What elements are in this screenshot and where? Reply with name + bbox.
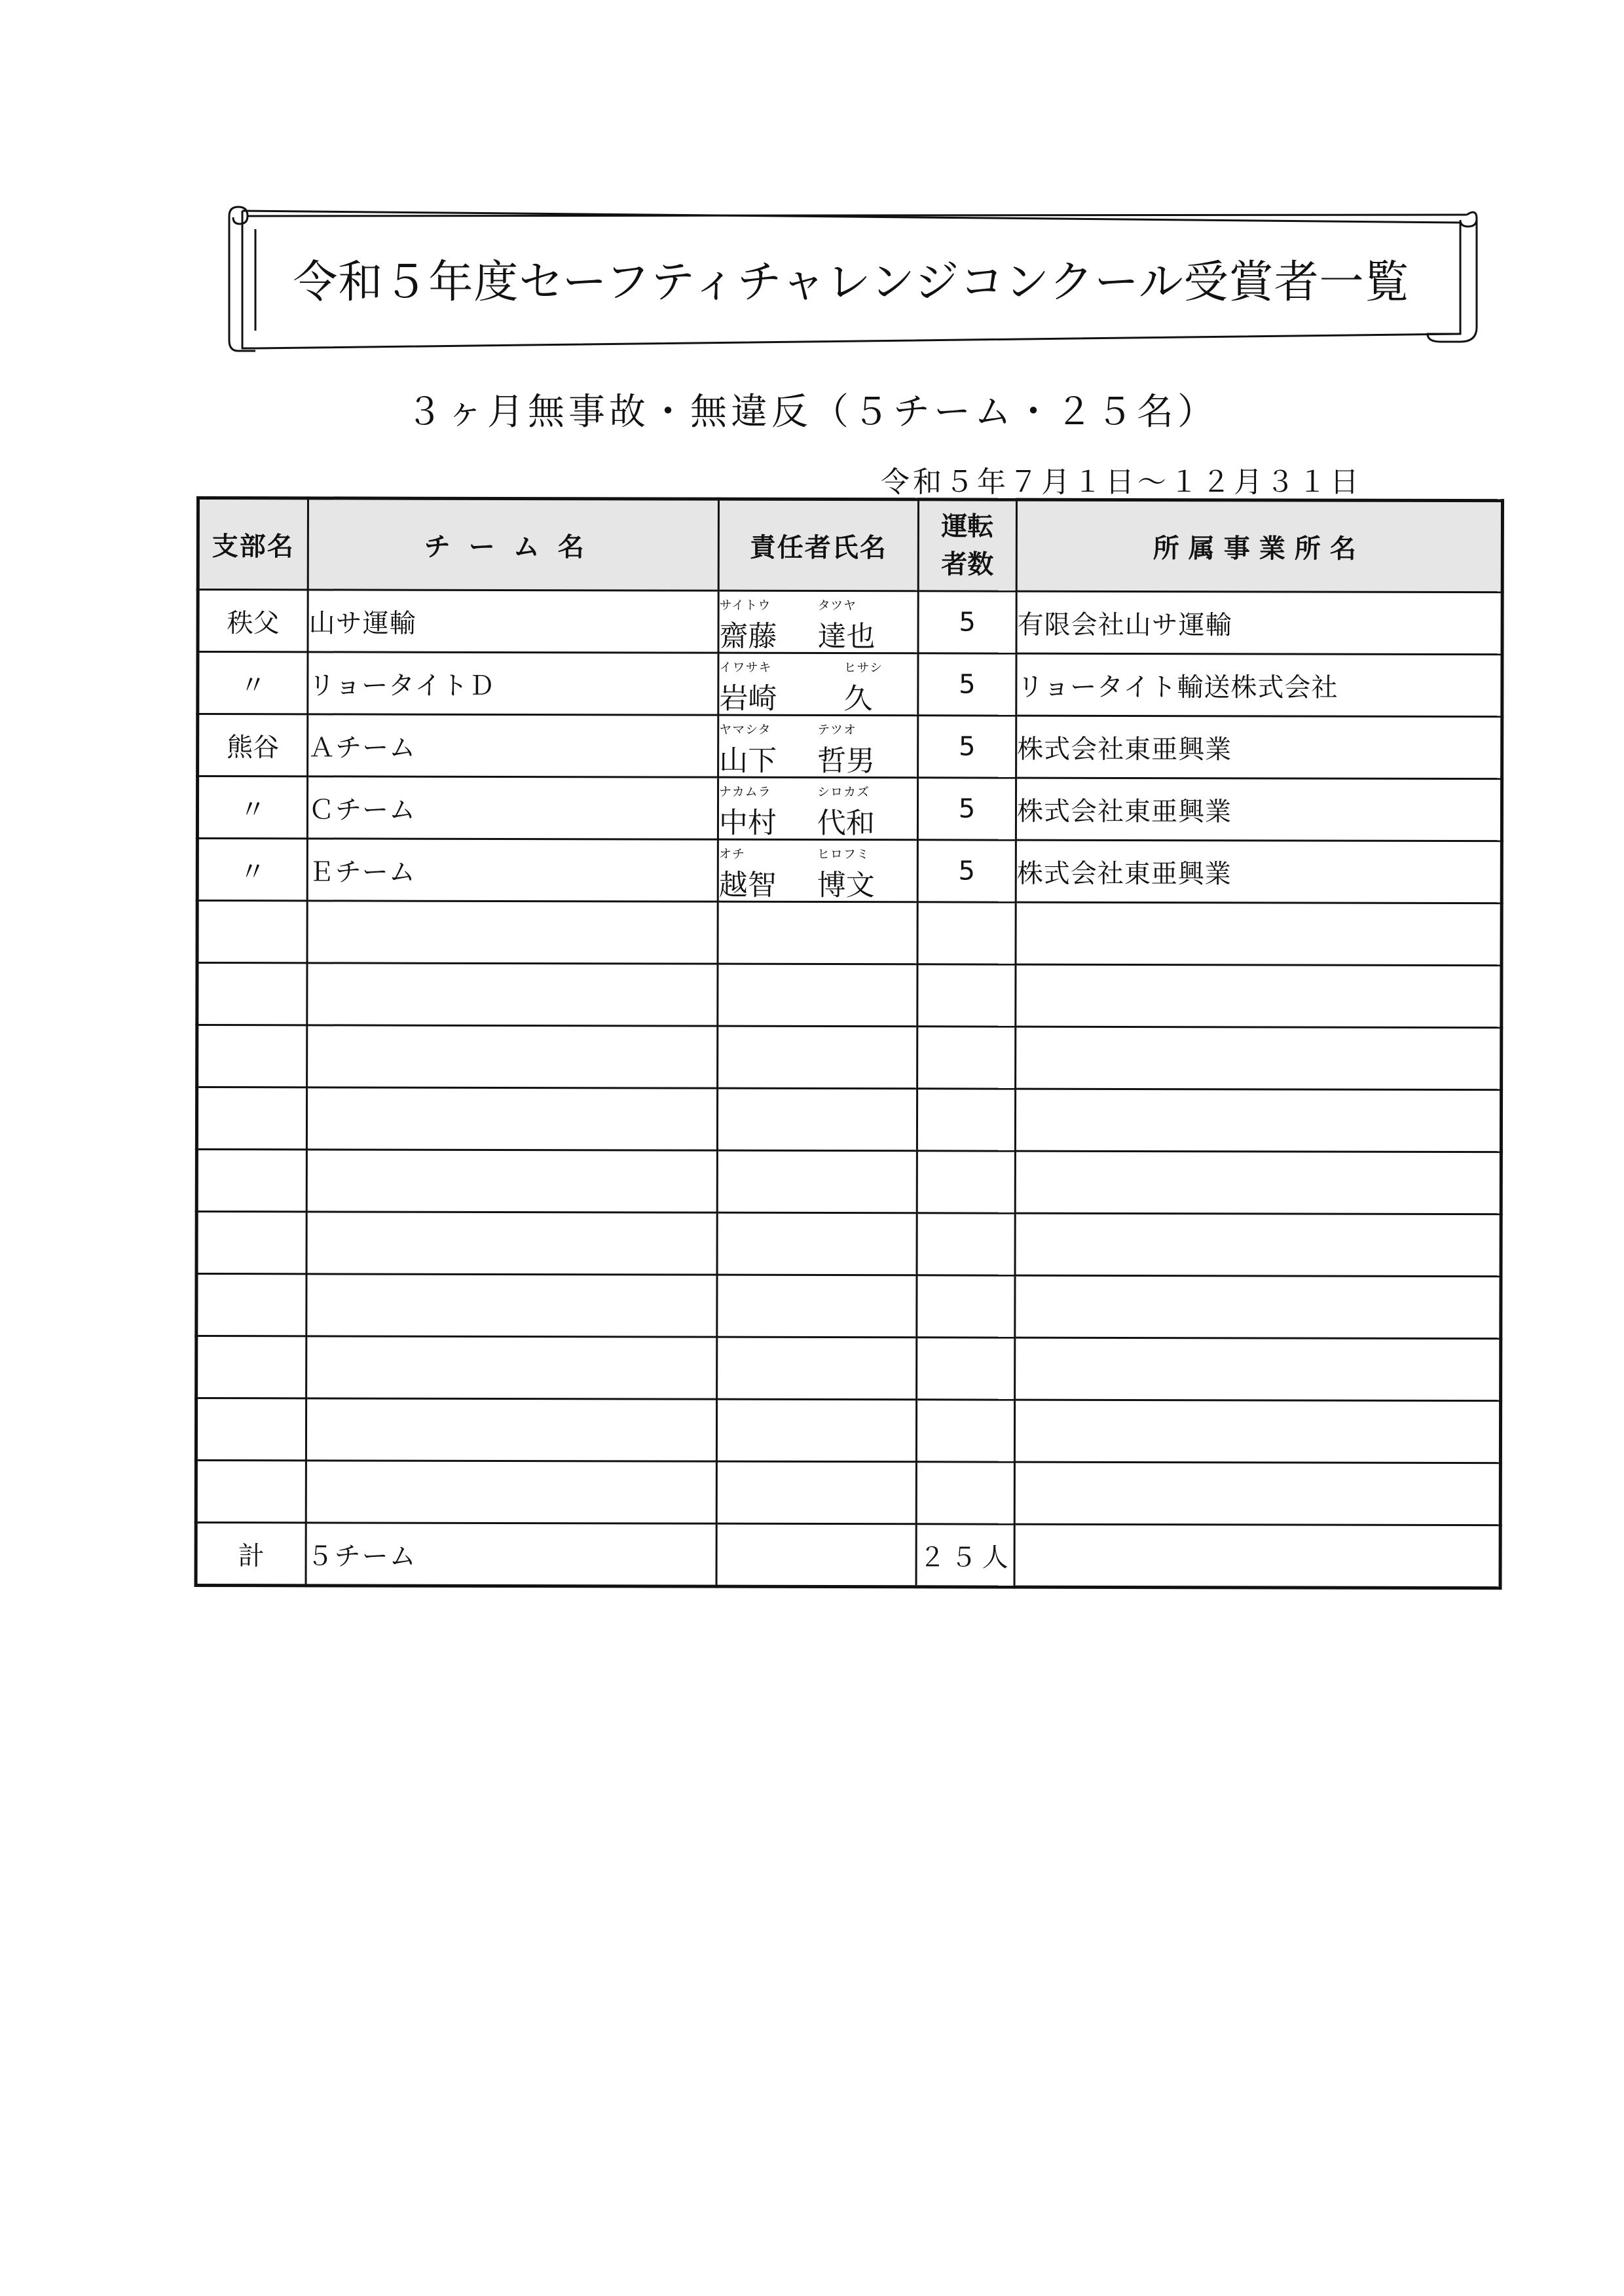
empty-row: [197, 1025, 1502, 1090]
drivers-cell: 5: [917, 778, 1016, 840]
header-drivers-line1: 運転: [941, 511, 994, 542]
empty-cell: [717, 1275, 917, 1338]
empty-row: [196, 1398, 1500, 1463]
table-row: [197, 839, 1502, 903]
empty-row: [196, 1461, 1500, 1525]
family-name: 岩崎: [719, 682, 777, 716]
family-name: 越智: [718, 868, 777, 902]
empty-cell: [197, 901, 307, 963]
document-subtitle: ３ヶ月無事故・無違反（５チーム・２５名）: [406, 391, 1218, 433]
team-cell: Ａチーム: [308, 714, 718, 777]
branch-cell: 〃: [197, 776, 307, 839]
empty-cell: [306, 1212, 717, 1275]
total-teams: ５チーム: [306, 1523, 716, 1586]
family-name: 中村: [718, 806, 777, 840]
ruby-family: ヤマシタ: [719, 722, 771, 737]
office-cell: 有限会社山サ運輸: [1016, 591, 1502, 655]
empty-cell: [197, 963, 307, 1025]
table-row: [198, 714, 1502, 779]
empty-cell: [307, 963, 718, 1026]
empty-cell: [716, 1461, 916, 1524]
drivers-cell: 5: [917, 840, 1016, 902]
empty-cell: [306, 1336, 717, 1399]
empty-cell: [717, 1150, 917, 1213]
empty-cell: [717, 1212, 917, 1275]
ruby-given: シロカズ: [817, 784, 870, 800]
branch-cell: 〃: [198, 652, 308, 714]
given-name: 代和: [817, 806, 876, 841]
drivers-cell: 5: [918, 653, 1016, 716]
empty-cell: [196, 1336, 306, 1398]
office-cell: 株式会社東亜興業: [1016, 778, 1502, 841]
table-header-row: [198, 498, 1502, 592]
empty-cell: [196, 1461, 306, 1523]
empty-cell: [196, 1274, 306, 1336]
header-drivers-line2: 者数: [941, 549, 994, 580]
empty-cell: [1015, 1151, 1501, 1214]
given-name: 達也: [817, 619, 876, 654]
ruby-given: ヒサシ: [843, 661, 883, 676]
empty-cell: [917, 1027, 1016, 1089]
branch-cell: 秩父: [198, 590, 308, 652]
empty-row: [196, 1087, 1501, 1152]
empty-cell: [916, 1462, 1014, 1524]
ruby-given: タツヤ: [817, 598, 857, 613]
ruby-family: オチ: [718, 847, 745, 862]
family-name: 山下: [719, 744, 777, 778]
branch-cell: 熊谷: [198, 714, 308, 776]
empty-cell: [716, 1523, 916, 1587]
empty-cell: [196, 1212, 306, 1274]
branch-cell: 〃: [197, 839, 307, 901]
header-drivers: [918, 500, 1016, 591]
document-title: 令和５年度セーフティチャレンジコンクール受賞者一覧: [293, 256, 1410, 308]
title-banner: [216, 203, 1480, 354]
empty-cell: [1015, 1089, 1501, 1152]
empty-cell: [196, 1087, 306, 1150]
total-label: 計: [196, 1523, 306, 1586]
office-cell: リョータイト輸送株式会社: [1016, 653, 1502, 717]
ruby-family: ナカムラ: [719, 784, 771, 799]
empty-cell: [917, 1338, 1015, 1400]
empty-cell: [306, 1461, 716, 1523]
representative-cell: [718, 653, 918, 716]
empty-cell: [917, 902, 1016, 964]
ruby-given: テツオ: [817, 722, 857, 738]
empty-cell: [1015, 1275, 1501, 1339]
drivers-cell: 5: [918, 591, 1016, 653]
empty-cell: [1016, 964, 1502, 1028]
empty-cell: [917, 1213, 1015, 1275]
award-period: 令和５年７月１日～１２月３１日: [881, 465, 1362, 499]
header-office: 所属事業所名: [1016, 500, 1502, 592]
header-representative: 責任者氏名: [718, 499, 918, 591]
empty-row: [196, 1212, 1501, 1277]
empty-cell: [1014, 1524, 1500, 1588]
empty-cell: [307, 901, 718, 964]
empty-cell: [196, 1150, 306, 1212]
empty-cell: [1016, 1027, 1502, 1090]
empty-cell: [1015, 1213, 1501, 1277]
given-name: 哲男: [817, 744, 876, 778]
representative-cell: [718, 839, 917, 902]
empty-cell: [917, 1151, 1015, 1213]
office-cell: 株式会社東亜興業: [1016, 840, 1502, 903]
empty-cell: [718, 1026, 917, 1089]
empty-cell: [917, 1275, 1015, 1338]
empty-cell: [307, 1025, 718, 1088]
family-name: 齋藤: [719, 619, 777, 653]
empty-cell: [306, 1150, 717, 1212]
empty-cell: [1016, 902, 1502, 966]
empty-row: [196, 1336, 1501, 1401]
empty-row: [196, 1150, 1501, 1214]
empty-cell: [196, 1398, 306, 1461]
given-name: 久: [843, 682, 873, 716]
empty-cell: [917, 964, 1016, 1027]
team-cell: リョータイトＤ: [308, 652, 718, 715]
ruby-family: サイトウ: [719, 598, 771, 613]
empty-cell: [917, 1089, 1015, 1151]
table-row: [198, 590, 1502, 655]
empty-cell: [716, 1399, 916, 1462]
awards-table: [194, 496, 1504, 1590]
empty-row: [197, 963, 1502, 1028]
table-row: [197, 776, 1502, 841]
table-row: [198, 652, 1502, 717]
given-name: 博文: [817, 868, 875, 903]
representative-cell: [718, 715, 918, 778]
empty-cell: [717, 1088, 917, 1151]
empty-cell: [306, 1274, 717, 1337]
total-row: [196, 1523, 1500, 1588]
representative-cell: [718, 777, 917, 840]
empty-row: [196, 1274, 1501, 1339]
drivers-cell: 5: [918, 716, 1016, 778]
team-cell: Ｃチーム: [307, 776, 718, 839]
ruby-family: イワサキ: [719, 660, 772, 675]
office-cell: 株式会社東亜興業: [1016, 716, 1502, 779]
ruby-given: ヒロフミ: [817, 847, 870, 862]
representative-cell: [718, 591, 918, 653]
empty-cell: [306, 1398, 716, 1461]
empty-cell: [1015, 1338, 1501, 1401]
empty-cell: [718, 902, 917, 964]
header-team: チーム名: [308, 498, 718, 591]
empty-cell: [1014, 1462, 1500, 1525]
empty-cell: [718, 964, 917, 1027]
team-cell: Ｅチーム: [307, 839, 718, 902]
empty-row: [197, 901, 1502, 966]
team-cell: 山サ運輸: [308, 590, 718, 653]
empty-cell: [916, 1400, 1014, 1462]
empty-cell: [197, 1025, 307, 1087]
empty-cell: [306, 1087, 717, 1150]
empty-cell: [717, 1337, 917, 1400]
header-branch: 支部名: [198, 498, 308, 590]
total-drivers: ２５人: [916, 1524, 1014, 1587]
empty-cell: [1014, 1400, 1500, 1463]
